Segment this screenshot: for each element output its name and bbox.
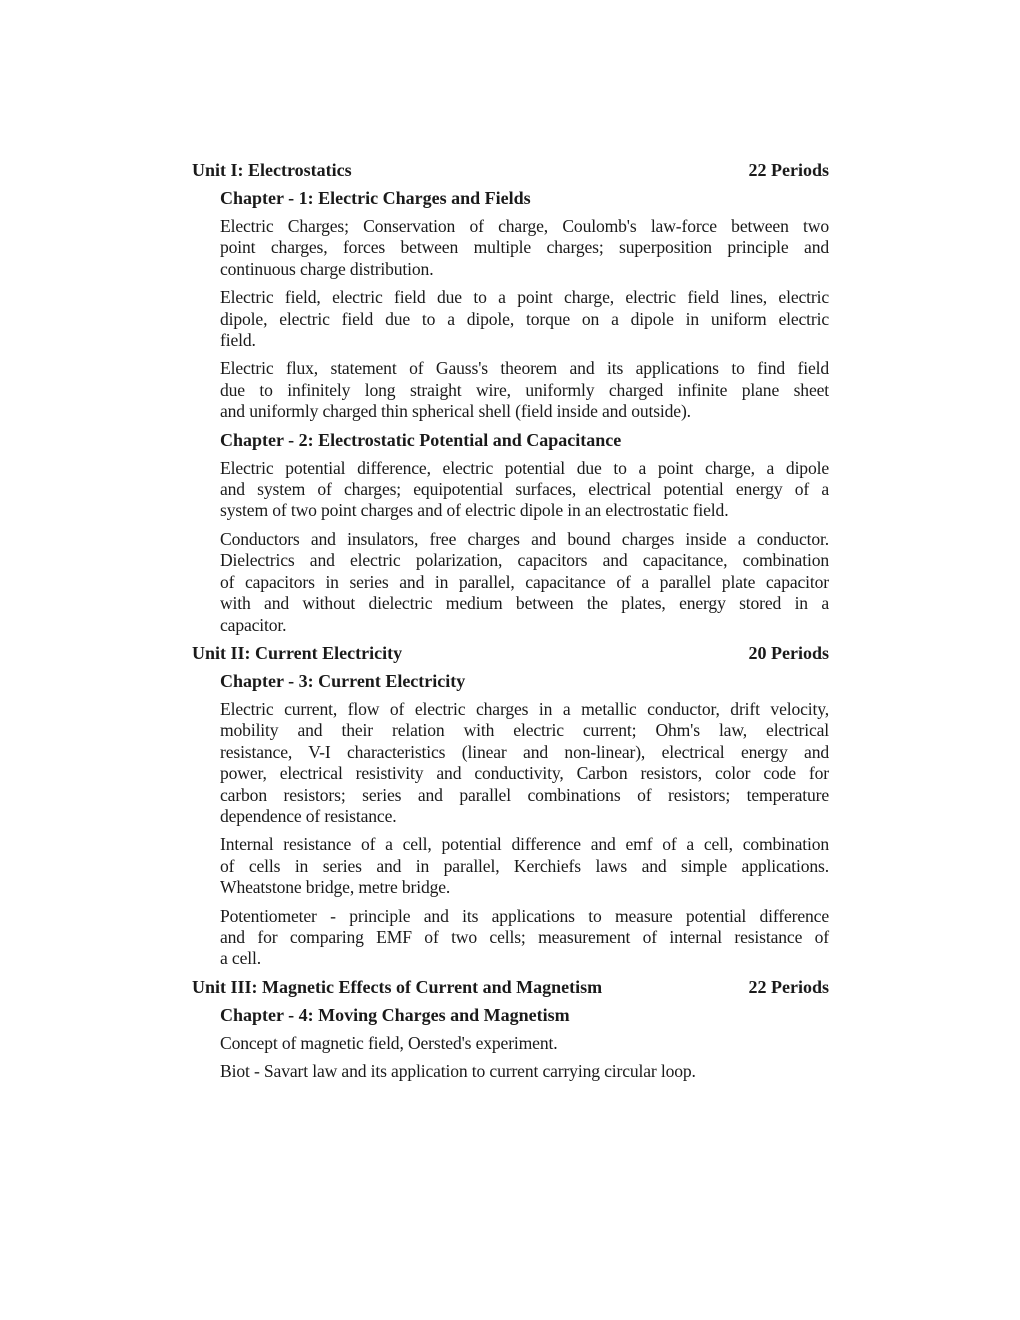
text-line: Electric current, flow of electric charges in a metallic conductor, drift velocity, [220,698,829,719]
text-line: of cells in series and in parallel, Kerchiefs laws and simple applications. [220,855,829,876]
unit-title: Unit III: Magnetic Effects of Current and Magnetism [192,976,603,997]
text-line: field. [220,330,256,351]
unit-periods: 22 Periods [748,976,829,997]
unit-heading [192,976,829,998]
unit-title: Unit I: Electrostatics [192,160,352,180]
text-line: of capacitors in series and in parallel, capacitance of a parallel plate capacitor [220,571,829,592]
text-line: a cell. [220,948,261,969]
paragraph [220,529,829,636]
text-line: due to infinitely long straight wire, uniformly charged infinite plane sheet [220,379,829,400]
text-line: capacitor. [220,614,287,635]
unit-periods: 20 Periods [748,642,829,663]
paragraph [220,1033,829,1054]
paragraph [220,458,829,522]
unit-heading [192,642,829,664]
text-line: Electric potential difference, electric potential due to a point charge, a dipole [220,457,829,478]
text-line: Potentiometer - principle and its applications to measure potential difference [220,905,829,926]
text-line: carbon resistors; series and parallel combinations of resistors; temperature [220,784,829,805]
chapter-heading: Chapter - 4: Moving Charges and Magnetism [220,1004,570,1025]
unit-heading [192,159,829,181]
paragraph [220,216,829,280]
paragraph [220,358,829,422]
text-line: power, electrical resistivity and conductivity, Carbon resistors, color code for [220,763,829,784]
paragraph [220,699,829,827]
text-line: system of two point charges and of electric dipole in an electrostatic field. [220,500,729,521]
syllabus-document [192,159,829,1083]
text-line: with and without dielectric medium between the plates, energy stored in a [220,593,829,614]
text-line: and for comparing EMF of two cells; measurement of internal resistance of [220,926,829,947]
text-line: Dielectrics and electric polarization, capacitors and capacitance, combination [220,550,829,571]
text-line: Concept of magnetic field, Oersted's experiment. [220,1032,558,1053]
chapter-heading: Chapter - 3: Current Electricity [220,670,466,691]
text-line: dependence of resistance. [220,805,397,826]
text-line: Electric flux, statement of Gauss's theorem and its applications to find field [220,358,829,379]
text-line: and uniformly charged thin spherical shell (field inside and outside). [220,401,691,422]
text-line: Wheatstone bridge, metre bridge. [220,877,451,898]
text-line: point charges, forces between multiple charges; superposition principle and [220,237,829,258]
paragraph [220,287,829,351]
paragraph [220,906,829,970]
text-line: Biot - Savart law and its application to current carrying circular loop. [220,1061,696,1082]
text-line: Internal resistance of a cell, potential difference and emf of a cell, combination [220,834,829,855]
text-line: Electric Charges; Conservation of charge, Coulomb's law-force between two [220,216,829,236]
text-line: Electric field, electric field due to a point charge, electric field lines, electric [220,287,829,308]
chapter-heading: Chapter - 2: Electrostatic Potential and Capacitance [220,429,622,450]
unit-periods: 22 Periods [748,160,829,180]
text-line: continuous charge distribution. [220,258,434,279]
text-line: mobility and their relation with electric current; Ohm's law, electrical [220,720,829,741]
paragraph [220,1061,829,1082]
text-line: resistance, V-I characteristics (linear and non-linear), electrical energy and [220,741,829,762]
text-line: dipole, electric field due to a dipole, torque on a dipole in uniform electric [220,308,829,329]
text-line: and system of charges; equipotential surfaces, electrical potential energy of a [220,479,829,500]
unit-title: Unit II: Current Electricity [192,642,403,663]
chapter-heading: Chapter - 1: Electric Charges and Fields [220,188,531,208]
text-line: Conductors and insulators, free charges and bound charges inside a conductor. [220,528,829,549]
paragraph [220,834,829,898]
